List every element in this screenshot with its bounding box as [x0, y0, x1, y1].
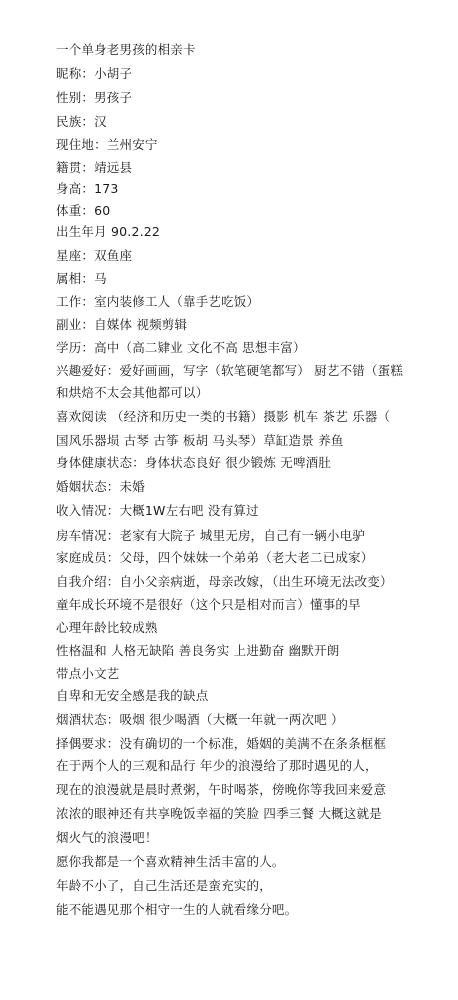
text-line: 心理年龄比较成熟 [56, 620, 158, 635]
text-line: 房车情况：老家有大院子 城里无房，自己有一辆小电驴 [56, 528, 365, 543]
text-line: 现住地：兰州安宁 [56, 137, 158, 152]
text-line: 昵称：小胡子 [56, 66, 133, 81]
text-line: 能不能遇见那个相守一生的人就看缘分吧。 [56, 902, 298, 917]
text-line: 带点小文艺 [56, 666, 120, 681]
text-line: 家庭成员：父母，四个妹妹一个弟弟（老大老二已成家） [56, 550, 374, 565]
text-line: 兴趣爱好：爱好画画，写字（软笔硬笔都写） 厨艺不错（蛋糕 [56, 363, 404, 378]
text-line: 属相：马 [56, 271, 107, 286]
text-line: 身高：173 [56, 181, 119, 196]
text-line: 身体健康状态：身体状态良好 很少锻炼 无啤酒肚 [56, 455, 332, 470]
text-line: 烟酒状态：吸烟 很少喝酒（大概一年就一两次吧 ） [56, 712, 344, 727]
text-line: 自我介绍：自小父亲病逝，母亲改嫁，（出生环境无法改变） [56, 574, 393, 589]
text-line: 民族：汉 [56, 114, 107, 129]
document-title: 一个单身老男孩的相亲卡 [56, 42, 196, 57]
text-line: 和烘焙不太会其他都可以） [56, 385, 209, 400]
text-line: 学历：高中（高二肄业 文化不高 思想丰富） [56, 340, 306, 355]
text-line: 愿你我都是一个喜欢精神生活丰富的人。 [56, 854, 285, 869]
text-line: 婚姻状态：未婚 [56, 479, 145, 494]
text-line: 现在的浪漫就是晨时煮粥，午时喝茶，傍晚你等我回来爱意 [56, 782, 387, 797]
text-line: 自卑和无安全感是我的缺点 [56, 688, 209, 703]
text-line: 烟火气的浪漫吧！ [56, 830, 158, 845]
text-line: 年龄不小了，自己生活还是蛮充实的， [56, 878, 272, 893]
text-line: 星座：双鱼座 [56, 248, 133, 263]
text-line: 喜欢阅读 （经济和历史一类的书籍）摄影 机车 茶艺 乐器（ [56, 409, 391, 424]
text-line: 出生年月 90.2.22 [56, 224, 161, 239]
text-line: 体重：60 [56, 203, 111, 218]
text-line: 童年成长环境不是很好（这个只是相对而言）懂事的早 [56, 597, 361, 612]
text-line: 收入情况：大概1W左右吧 没有算过 [56, 503, 259, 518]
text-line: 籍贯：靖远县 [56, 160, 133, 175]
text-line: 性格温和 人格无缺陷 善良务实 上进勤奋 幽默开朗 [56, 643, 340, 658]
text-line: 国风乐器埙 古琴 古筝 板胡 马头琴）草缸造景 养鱼 [56, 433, 344, 448]
text-line: 择偶要求：没有确切的一个标准，婚姻的美满不在条条框框 [56, 736, 387, 751]
text-line: 副业：自媒体 视频剪辑 [56, 317, 188, 332]
text-line: 在于两个人的三观和品行 年少的浪漫给了那时遇见的人， [56, 758, 378, 773]
text-line: 工作：室内装修工人（靠手艺吃饭） [56, 294, 260, 309]
text-line: 性别：男孩子 [56, 90, 133, 105]
text-line: 浓浓的眼神还有共享晚饭幸福的笑脸 四季三餐 大概这就是 [56, 806, 382, 821]
